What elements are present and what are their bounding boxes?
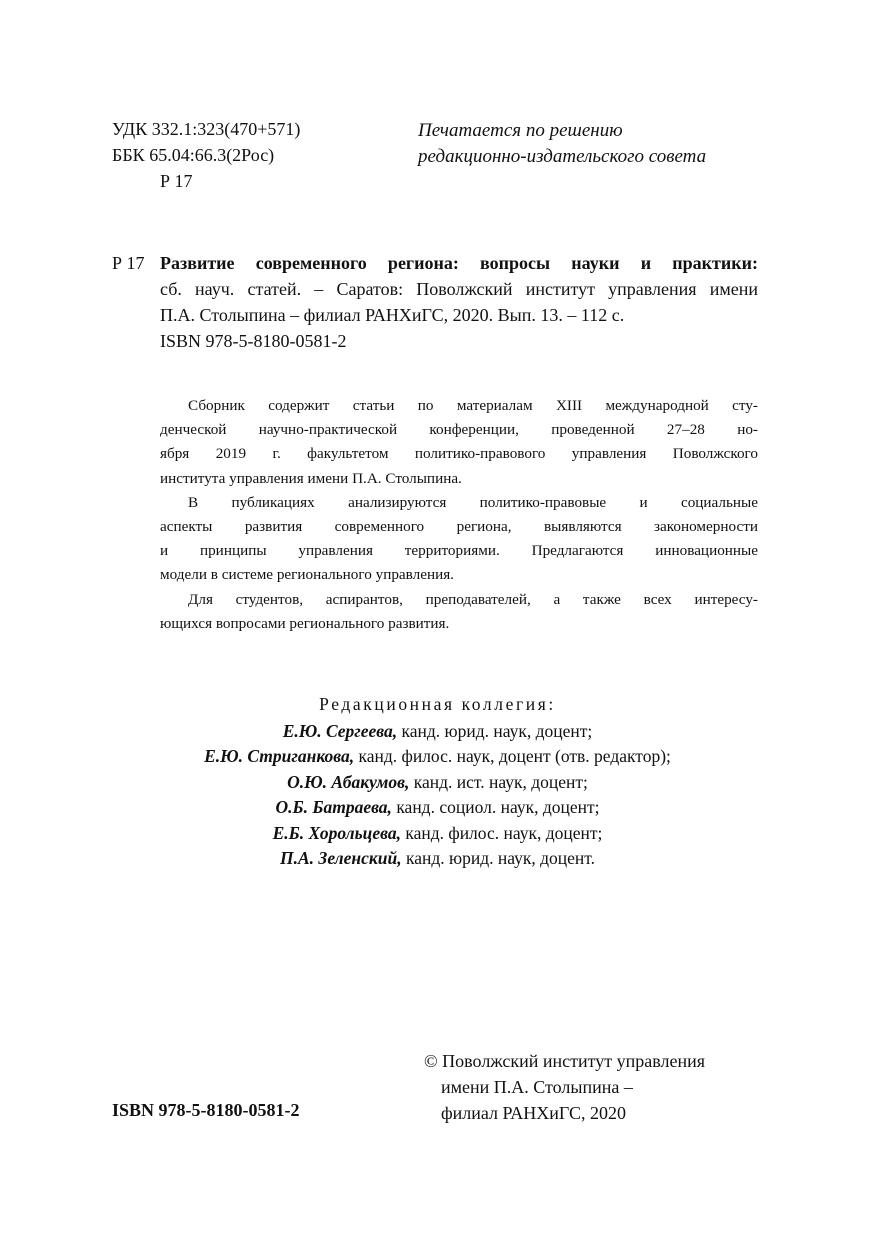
bbk-label: ББК [112, 145, 145, 165]
abstract-line: ющихся вопросами регионального развития. [160, 614, 450, 632]
udk-line [112, 116, 300, 142]
board-member [0, 821, 875, 847]
author-sign: Р 17 [160, 171, 193, 191]
board-member-name: Е.Ю. Сергеева, [282, 720, 398, 741]
abstract-line: ября 2019 г. факультетом политико-правового управления Поволжского [160, 445, 758, 463]
board-member-details: канд. юрид. наук, доцент. [401, 848, 595, 868]
bib-line: сб. науч. статей. – Саратов: Поволжский институт управления имени [160, 279, 758, 299]
copyright-block [424, 1048, 705, 1126]
abstract-line: аспекты развития современного региона, выявляются закономерности [160, 518, 758, 536]
board-member-name: Е.Ю. Стриганкова, [204, 746, 355, 766]
abstract-line: модели в системе регионального управления. [160, 566, 454, 584]
classification-block [112, 116, 300, 194]
abstract-line: денческой научно-практической конференции, проведенной 27–28 но- [160, 421, 758, 439]
board-member [0, 770, 875, 796]
bib-isbn: ISBN 978-5-8180-0581-2 [160, 331, 347, 351]
bibliographic-entry [160, 250, 758, 354]
book-title: Развитие современного региона: вопросы науки и практики: [160, 253, 758, 273]
print-note-line: Печатается по решению [418, 120, 623, 141]
abstract-line: института управления имени П.А. Столыпина. [160, 469, 462, 487]
bib-author-sign: Р 17 [112, 253, 145, 273]
udk-value: 332.1:323(470+571) [151, 119, 301, 139]
board-member [0, 846, 875, 872]
editorial-board-heading: Редакционная коллегия: [319, 694, 556, 714]
board-member-details: канд. ист. наук, доцент; [409, 771, 588, 792]
board-member [0, 795, 875, 821]
board-member-details: канд. социол. наук, доцент; [391, 797, 600, 817]
board-member-details: канд. юрид. наук, доцент; [397, 720, 593, 741]
bbk-line [112, 142, 300, 168]
abstract-line: Для студентов, аспирантов, преподавателей, а также всех интересу- [188, 590, 758, 608]
board-member-name: Е.Б. Хорольцева, [272, 822, 401, 843]
board-member-details: канд. филос. наук, доцент; [400, 822, 603, 843]
editorial-board [0, 692, 875, 872]
bib-line: П.А. Столыпина – филиал РАНХиГС, 2020. Вып. 13. – 112 с. [160, 305, 625, 325]
abstract-line: Сборник содержит статьи по материалам XIII международной сту- [188, 397, 758, 414]
print-note [418, 118, 706, 170]
copyright-line: © Поволжский институт управления [424, 1051, 706, 1071]
copyright-line: имени П.А. Столыпина – [441, 1077, 633, 1097]
board-member-name: П.А. Зеленский, [280, 848, 402, 868]
bbk-value: 65.04:66.3(2Рос) [149, 145, 275, 165]
board-member [0, 744, 875, 770]
board-member-details: канд. филос. наук, доцент (отв. редактор); [354, 746, 671, 766]
abstract [160, 394, 758, 636]
copyright-line: филиал РАНХиГС, 2020 [441, 1103, 627, 1123]
footer-isbn: ISBN 978-5-8180-0581-2 [112, 1100, 300, 1120]
board-member-name: О.Б. Батраева, [275, 797, 392, 817]
print-note-line: редакционно-издательского совета [418, 146, 707, 167]
abstract-line: и принципы управления территориями. Предлагаются инновационные [160, 542, 758, 560]
udk-label: УДК [112, 119, 148, 139]
abstract-line: В публикациях анализируются политико-правовые и социальные [188, 493, 758, 511]
board-member [0, 719, 875, 745]
board-member-name: О.Ю. Абакумов, [287, 771, 410, 792]
